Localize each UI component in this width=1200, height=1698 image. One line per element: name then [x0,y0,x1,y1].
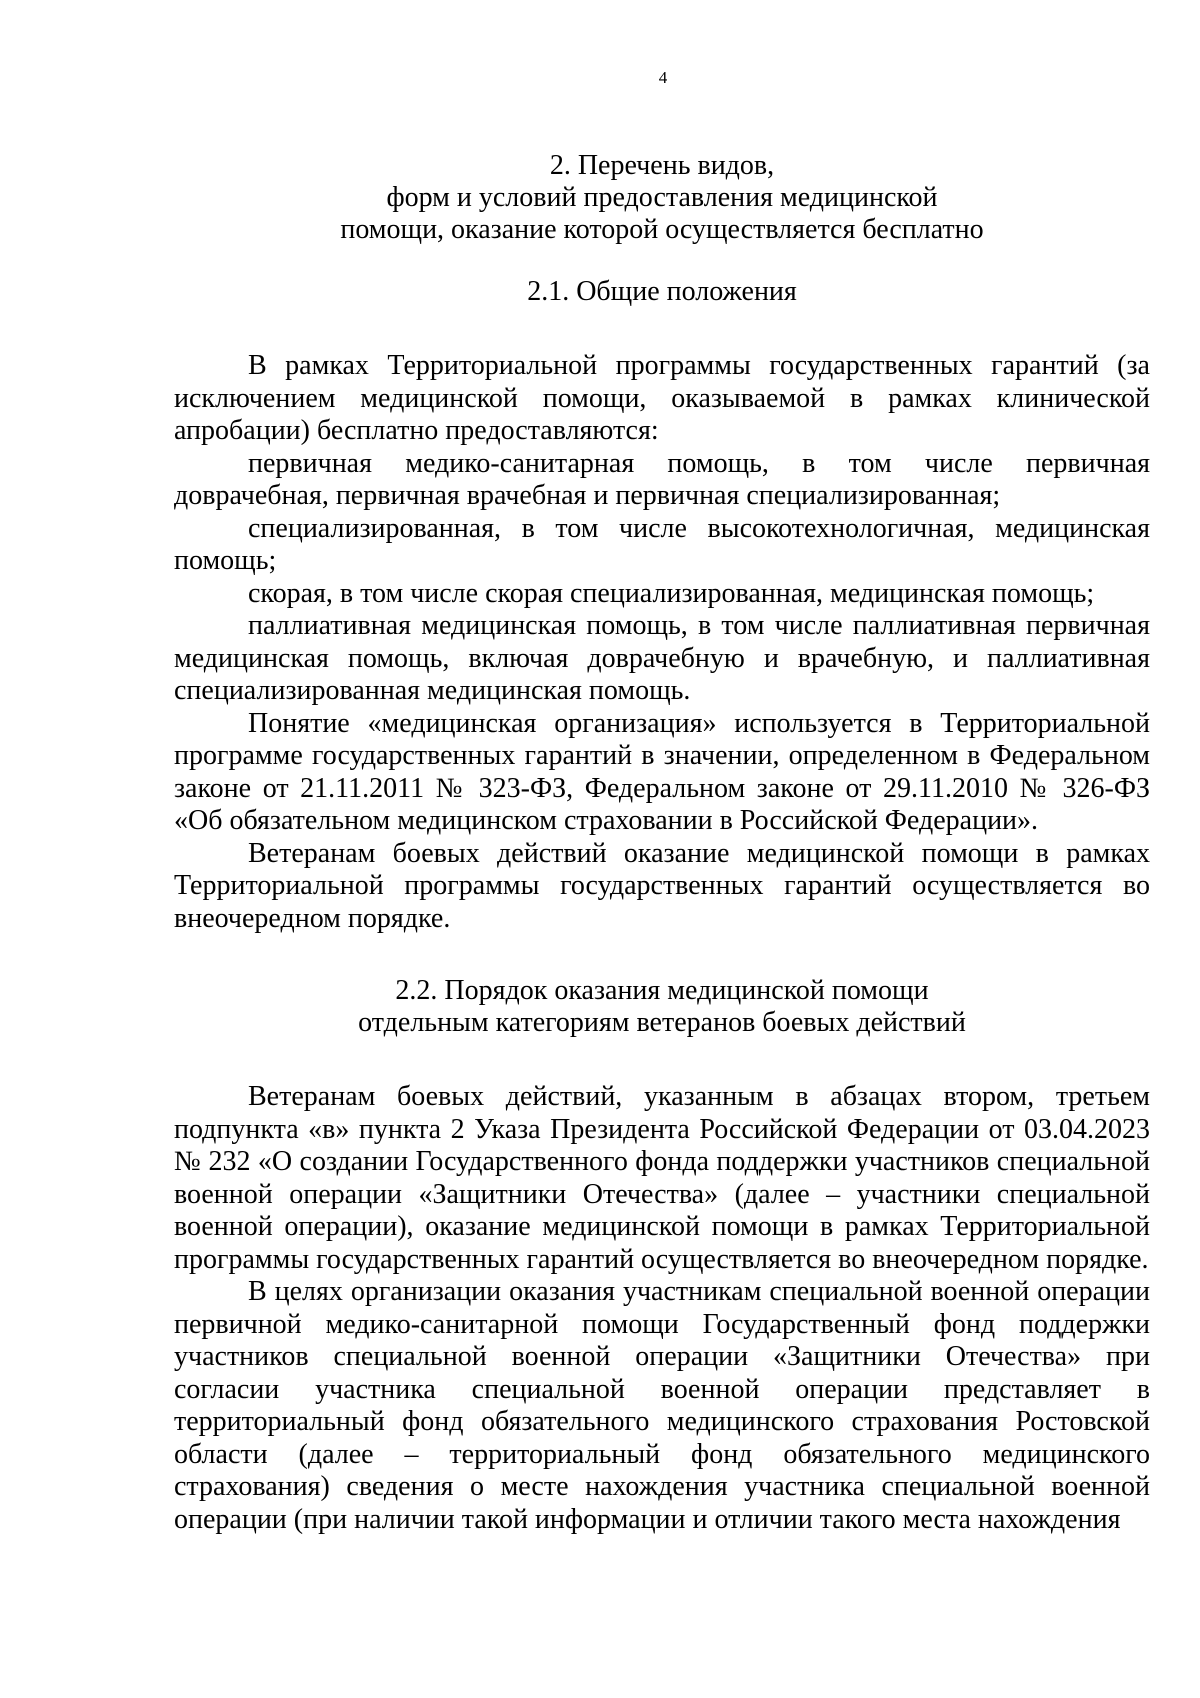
section-2-2-heading-line: 2.2. Порядок оказания медицинской помощи [395,975,929,1006]
paragraph: скорая, в том числе скорая специализированная, медицинская помощь; [248,577,1095,609]
section-2-1-heading-line: 2.1. Общие положения [527,276,797,307]
section-2-heading-line: 2. Перечень видов, [549,150,775,181]
paragraph: паллиативная медицинская помощь, в том числе паллиативная первичная медицинская помощь, включая доврачебную и врачебную, и паллиативная специализированная медицинская помощь. [174,610,1150,706]
paragraph: Ветеранам боевых действий, указанным в абзацах втором, третьем подпункта «в» пункта 2 Указа Президента Российской Федерации от 03.04.2023 № 232 «О создании Государственного фонда поддержки участников специальной военной операции «Защитники Отечества» (далее – участники специальной военной операции), оказание медицинской помощи в рамках Территориальной программы государственных гарантий осуществляется во внеочередном порядке. [174,1081,1150,1275]
section-2-2-heading [174,975,1150,1039]
paragraph: Понятие «медицинская организация» используется в Территориальной программе государственных гарантий в значении, определенном в Федеральном законе от 21.11.2011 № 323-ФЗ, Федеральном законе от 29.11.2010 № 326-ФЗ «Об обязательном медицинском страховании в Российской Федерации». [174,707,1150,836]
page-content [174,150,1150,1536]
paragraph: В целях организации оказания участникам специальной военной операции первичной медико-санитарной помощи Государственный фонд поддержки участников специальной военной операции «Защитники Отечества» при согласии участника специальной военной операции представляет в территориальный фонд обязательного медицинского страхования Ростовской области (далее – территориальный фонд обязательного медицинского страхования) сведения о месте нахождения участника специальной военной операции (при наличии такой информации и отличии такого места нахождения [174,1276,1150,1535]
section-2-1-heading [174,276,1150,308]
section-2-heading-line: форм и условий предоставления медицинской [386,182,938,213]
paragraph: специализированная, в том числе высокотехнологичная, медицинская помощь; [174,512,1150,576]
paragraph: первичная медико-санитарная помощь, в том числе первичная доврачебная, первичная врачебная и первичная специализированная; [174,447,1150,511]
section-2-heading [174,150,1150,246]
section-2-heading-line: помощи, оказание которой осуществляется бесплатно [340,214,984,245]
section-2-2-heading-line: отдельным категориям ветеранов боевых действий [358,1007,966,1038]
page-number: 4 [658,68,668,87]
paragraph: Ветеранам боевых действий оказание медицинской помощи в рамках Территориальной программы государственных гарантий осуществляется во внеочередном порядке. [174,837,1150,934]
paragraph: В рамках Территориальной программы государственных гарантий (за исключением медицинской помощи, оказываемой в рамках клинической апробации) бесплатно предоставляются: [174,350,1150,446]
